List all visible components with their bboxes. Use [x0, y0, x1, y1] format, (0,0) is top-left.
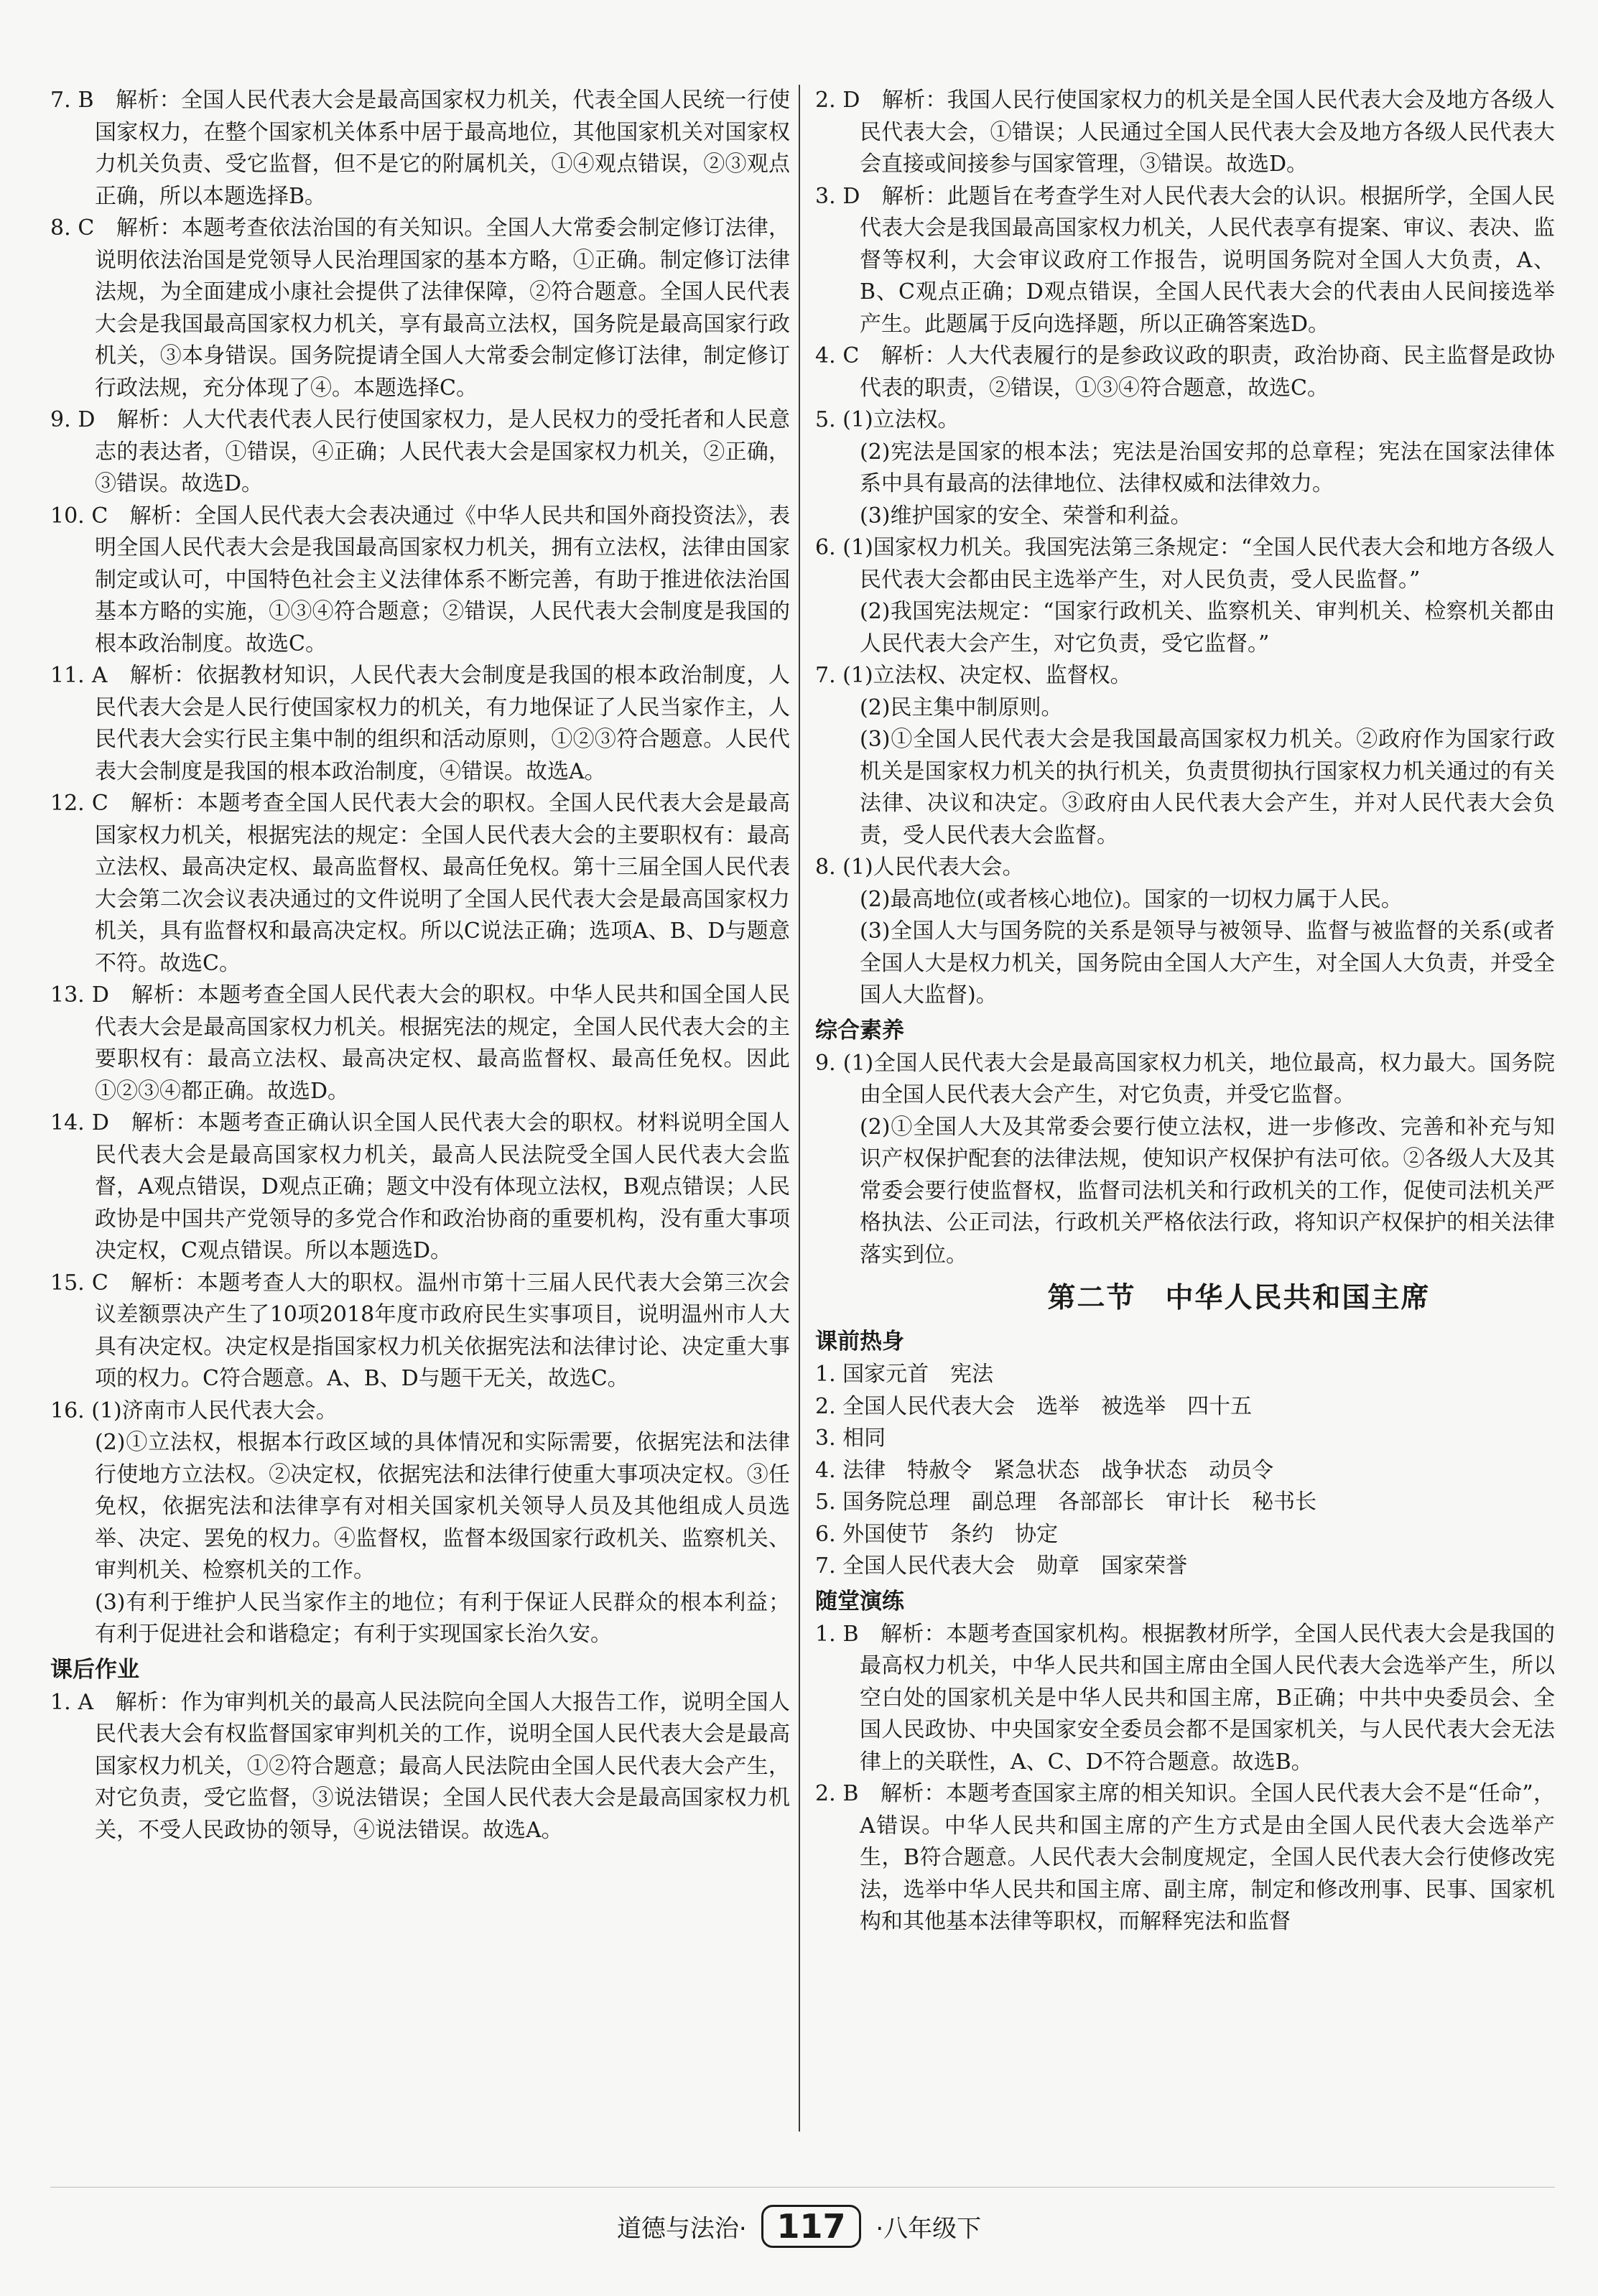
- answer-15: 15. C 解析：本题考查人大的职权。温州市第十三届人民代表大会第三次会议差额票决产生了10项2018年度市政府民生实事项目，说明温州市人大具有决定权。决定权是指国家权力机关依据宪法和法律讨论、决定重大事项的权力。C符合题意。A、B、D与题干无关，故选C。: [50, 1270, 790, 1391]
- left-column: [50, 85, 790, 1846]
- homework-answer-4: 4. C 解析：人大代表履行的是参政议政的职责，政治协商、民主监督是政协代表的职责，②错误，①③④符合题意，故选C。: [815, 343, 1555, 401]
- comprehensive-answer-9: 9. (1)全国人民代表大会是最高国家权力机关，地位最高，权力最大。国务院由全国人民代表大会产生，对它负责，并受它监督。: [815, 1050, 1555, 1107]
- heading-after-class: 课后作业: [50, 1656, 139, 1683]
- homework-answer-5: 5. (1)立法权。: [815, 407, 960, 432]
- answer-11: 11. A 解析：依据教材知识，人民代表大会制度是我国的根本政治制度，人民代表大会是人民行使国家权力的机关，有力地保证了人民当家作主，人民代表大会实行民主集中制的组织和活动原则，①②③符合题意。人民代表大会制度是我国的根本政治制度，④错误。故选A。: [50, 663, 790, 784]
- answer-14: 14. D 解析：本题考查正确认识全国人民代表大会的职权。材料说明全国人民代表大会是最高国家权力机关，最高人民法院受全国人民代表大会监督，A观点错误，D观点正确；题文中没有体现立法权，B观点错误；人民政协是中国共产党领导的多党合作和政治协商的重要机构，没有重大事项决定权，C观点错误。所以本题选D。: [50, 1110, 790, 1263]
- footer-grade: ·八年级下: [875, 2214, 982, 2244]
- warmup-answer-2: 2. 全国人民代表大会 选举 被选举 四十五: [815, 1393, 1253, 1419]
- heading-warmup: 课前热身: [815, 1329, 904, 1354]
- footer-subject: 道德与法治·: [616, 2214, 747, 2244]
- warmup-answer-3: 3. 相同: [815, 1426, 886, 1451]
- homework-answer-8: 8. (1)人民代表大会。: [815, 855, 1024, 880]
- warmup-answer-6: 6. 外国使节 条约 协定: [815, 1521, 1059, 1547]
- warmup-answer-7: 7. 全国人民代表大会 勋章 国家荣誉: [815, 1553, 1188, 1579]
- page-footer: [0, 2205, 1598, 2248]
- inclass-answer-2: 2. B 解析：本题考查国家主席的相关知识。全国人民代表大会不是“任命”，A错误。中华人民共和国主席的产生方式是由全国人民代表大会选举产生，B符合题意。人民代表大会制度规定，全国人民代表大会行使修改宪法，选举中华人民共和国主席、副主席，制定和修改刑事、民事、国家机构和其他基本法律等职权，而解释宪法和监督: [815, 1781, 1555, 1934]
- inclass-answer-1: 1. B 解析：本题考查国家机构。根据教材所学，全国人民代表大会是我国的最高权力机关，中华人民共和国主席由全国人民代表大会选举产生，所以空白处的国家机关是中华人民共和国主席，B正确；中共中央委员会、全国人民政协、中央国家安全委员会都不是国家机关，与人民代表大会无法律上的关联性，A、C、D不符合题意。故选B。: [815, 1621, 1555, 1775]
- homework-answer-8-part3: (3)全国人大与国务院的关系是领导与被领导、监督与被监督的关系(或者全国人大是权力机关，国务院由全国人大产生，对全国人大负责，并受全国人大监督)。: [860, 919, 1555, 1008]
- footer-rule: [50, 2187, 1555, 2188]
- heading-comprehensive: 综合素养: [815, 1017, 904, 1044]
- warmup-answer-5: 5. 国务院总理 副总理 各部部长 审计长 秘书长: [815, 1489, 1317, 1515]
- heading-in-class: 随堂演练: [815, 1588, 904, 1614]
- homework-answer-6: 6. (1)国家权力机关。我国宪法第三条规定：“全国人民代表大会和地方各级人民代表大会都由民主选举产生，对人民负责，受人民监督。”: [815, 535, 1555, 592]
- answer-13: 13. D 解析：本题考查全国人民代表大会的职权。中华人民共和国全国人民代表大会是最高国家权力机关。根据宪法的规定，全国人民代表大会的主要职权有：最高立法权、最高决定权、最高监督权、最高任免权。因此①②③④都正确。故选D。: [50, 982, 790, 1104]
- answer-16-part2: (2)①立法权，根据本行政区域的具体情况和实际需要，依据宪法和法律行使地方立法权。②决定权，依据宪法和法律行使重大事项决定权。③任免权，依据宪法和法律享有对相关国家机关领导人员及其他组成人员选举、决定、罢免的权力。④监督权，监督本级国家行政机关、监察机关、审判机关、检察机关的工作。: [95, 1430, 790, 1583]
- answer-10: 10. C 解析：全国人民代表大会表决通过《中华人民共和国外商投资法》，表明全国人民代表大会是我国最高国家权力机关，拥有立法权，法律由国家制定或认可，中国特色社会主义法律体系不断完善，有助于推进依法治国基本方略的实施，①③④符合题意；②错误，人民代表大会制度是我国的根本政治制度。故选C。: [50, 503, 790, 656]
- homework-answer-7-part2: (2)民主集中制原则。: [860, 694, 1063, 720]
- page-number: 117: [761, 2205, 860, 2248]
- homework-answer-7-part3: (3)①全国人民代表大会是我国最高国家权力机关。②政府作为国家行政机关是国家权力机关的执行机关，负责贯彻执行国家权力机关通过的有关法律、决议和决定。③政府由人民代表大会产生，并对人民代表大会负责，受人民代表大会监督。: [860, 727, 1555, 848]
- homework-answer-2: 2. D 解析：我国人民行使国家权力的机关是全国人民代表大会及地方各级人民代表大会，①错误；人民通过全国人民代表大会及地方各级人民代表大会直接或间接参与国家管理，③错误。故选D。: [815, 88, 1555, 177]
- comprehensive-answer-9-part2: (2)①全国人大及其常委会要行使立法权，进一步修改、完善和补充与知识产权保护配套的法律法规，使知识产权保护有法可依。②各级人大及其常委会要行使监督权，监督司法机关和行政机关的工作，促使司法机关严格执法、公正司法，行政机关严格依法行政，将知识产权保护的相关法律落实到位。: [860, 1114, 1555, 1268]
- warmup-answer-4: 4. 法律 特赦令 紧急状态 战争状态 动员令: [815, 1457, 1274, 1483]
- homework-answer-1: 1. A 解析：作为审判机关的最高人民法院向全国人大报告工作，说明全国人民代表大会有权监督国家审判机关的工作，说明全国人民代表大会是最高国家权力机关，①②符合题意；最高人民法院由全国人民代表大会产生，对它负责，受它监督，③说法错误；全国人民代表大会是最高国家权力机关，不受人民政协的领导，④说法错误。故选A。: [50, 1689, 790, 1843]
- homework-answer-3: 3. D 解析：此题旨在考查学生对人民代表大会的认识。根据所学，全国人民代表大会是我国最高国家权力机关，人民代表享有提案、审议、表决、监督等权利，大会审议政府工作报告，说明国务院对全国人大负责，A、B、C观点正确；D观点错误，全国人民代表大会的代表由人民间接选举产生。此题属于反向选择题，所以正确答案选D。: [815, 183, 1555, 337]
- homework-answer-5-part2: (2)宪法是国家的根本法；宪法是治国安邦的总章程；宪法在国家法律体系中具有最高的法律地位、法律权威和法律效力。: [860, 439, 1555, 496]
- answer-9: 9. D 解析：人大代表代表人民行使国家权力，是人民权力的受托者和人民意志的表达者，①错误，④正确；人民代表大会是国家权力机关，②正确，③错误。故选D。: [50, 407, 790, 496]
- right-column: [815, 85, 1555, 1938]
- answer-16-part3: (3)有利于维护人民当家作主的地位；有利于保证人民群众的根本利益；有利于促进社会和谐稳定；有利于实现国家长治久安。: [95, 1589, 790, 1647]
- homework-answer-6-part2: (2)我国宪法规定：“国家行政机关、监察机关、审判机关、检察机关都由人民代表大会产生，对它负责，受它监督。”: [860, 599, 1555, 656]
- answer-16: 16. (1)济南市人民代表大会。: [50, 1398, 338, 1423]
- section-title: 第二节 中华人民共和国主席: [1047, 1282, 1431, 1314]
- warmup-answer-1: 1. 国家元首 宪法: [815, 1362, 994, 1387]
- answer-12: 12. C 解析：本题考查全国人民代表大会的职权。全国人民代表大会是最高国家权力机关，根据宪法的规定：全国人民代表大会的主要职权有：最高立法权、最高决定权、最高监督权、最高任免权。第十三届全国人民代表大会第二次会议表决通过的文件说明了全国人民代表大会是最高国家权力机关，具有监督权和最高决定权。所以C说法正确；选项A、B、D与题意不符。故选C。: [50, 791, 790, 976]
- homework-answer-8-part2: (2)最高地位(或者核心地位)。国家的一切权力属于人民。: [860, 886, 1403, 912]
- answer-8: 8. C 解析：本题考查依法治国的有关知识。全国人大常委会制定修订法律，说明依法治国是党领导人民治理国家的基本方略，①正确。制定修订法律法规，为全面建成小康社会提供了法律保障，②符合题意。全国人民代表大会是我国最高国家权力机关，享有最高立法权，国务院是最高国家行政机关，③本身错误。国务院提请全国人大常委会制定修订法律，制定修订行政法规，充分体现了④。本题选择C。: [50, 215, 790, 401]
- answer-7: 7. B 解析：全国人民代表大会是最高国家权力机关，代表全国人民统一行使国家权力，在整个国家机关体系中居于最高地位，其他国家机关对国家权力机关负责、受它监督，但不是它的附属机关，①④观点错误，②③观点正确，所以本题选择B。: [50, 88, 790, 209]
- homework-answer-7: 7. (1)立法权、决定权、监督权。: [815, 663, 1132, 688]
- homework-answer-5-part3: (3)维护国家的安全、荣誉和利益。: [860, 503, 1192, 529]
- column-divider: [799, 85, 800, 2132]
